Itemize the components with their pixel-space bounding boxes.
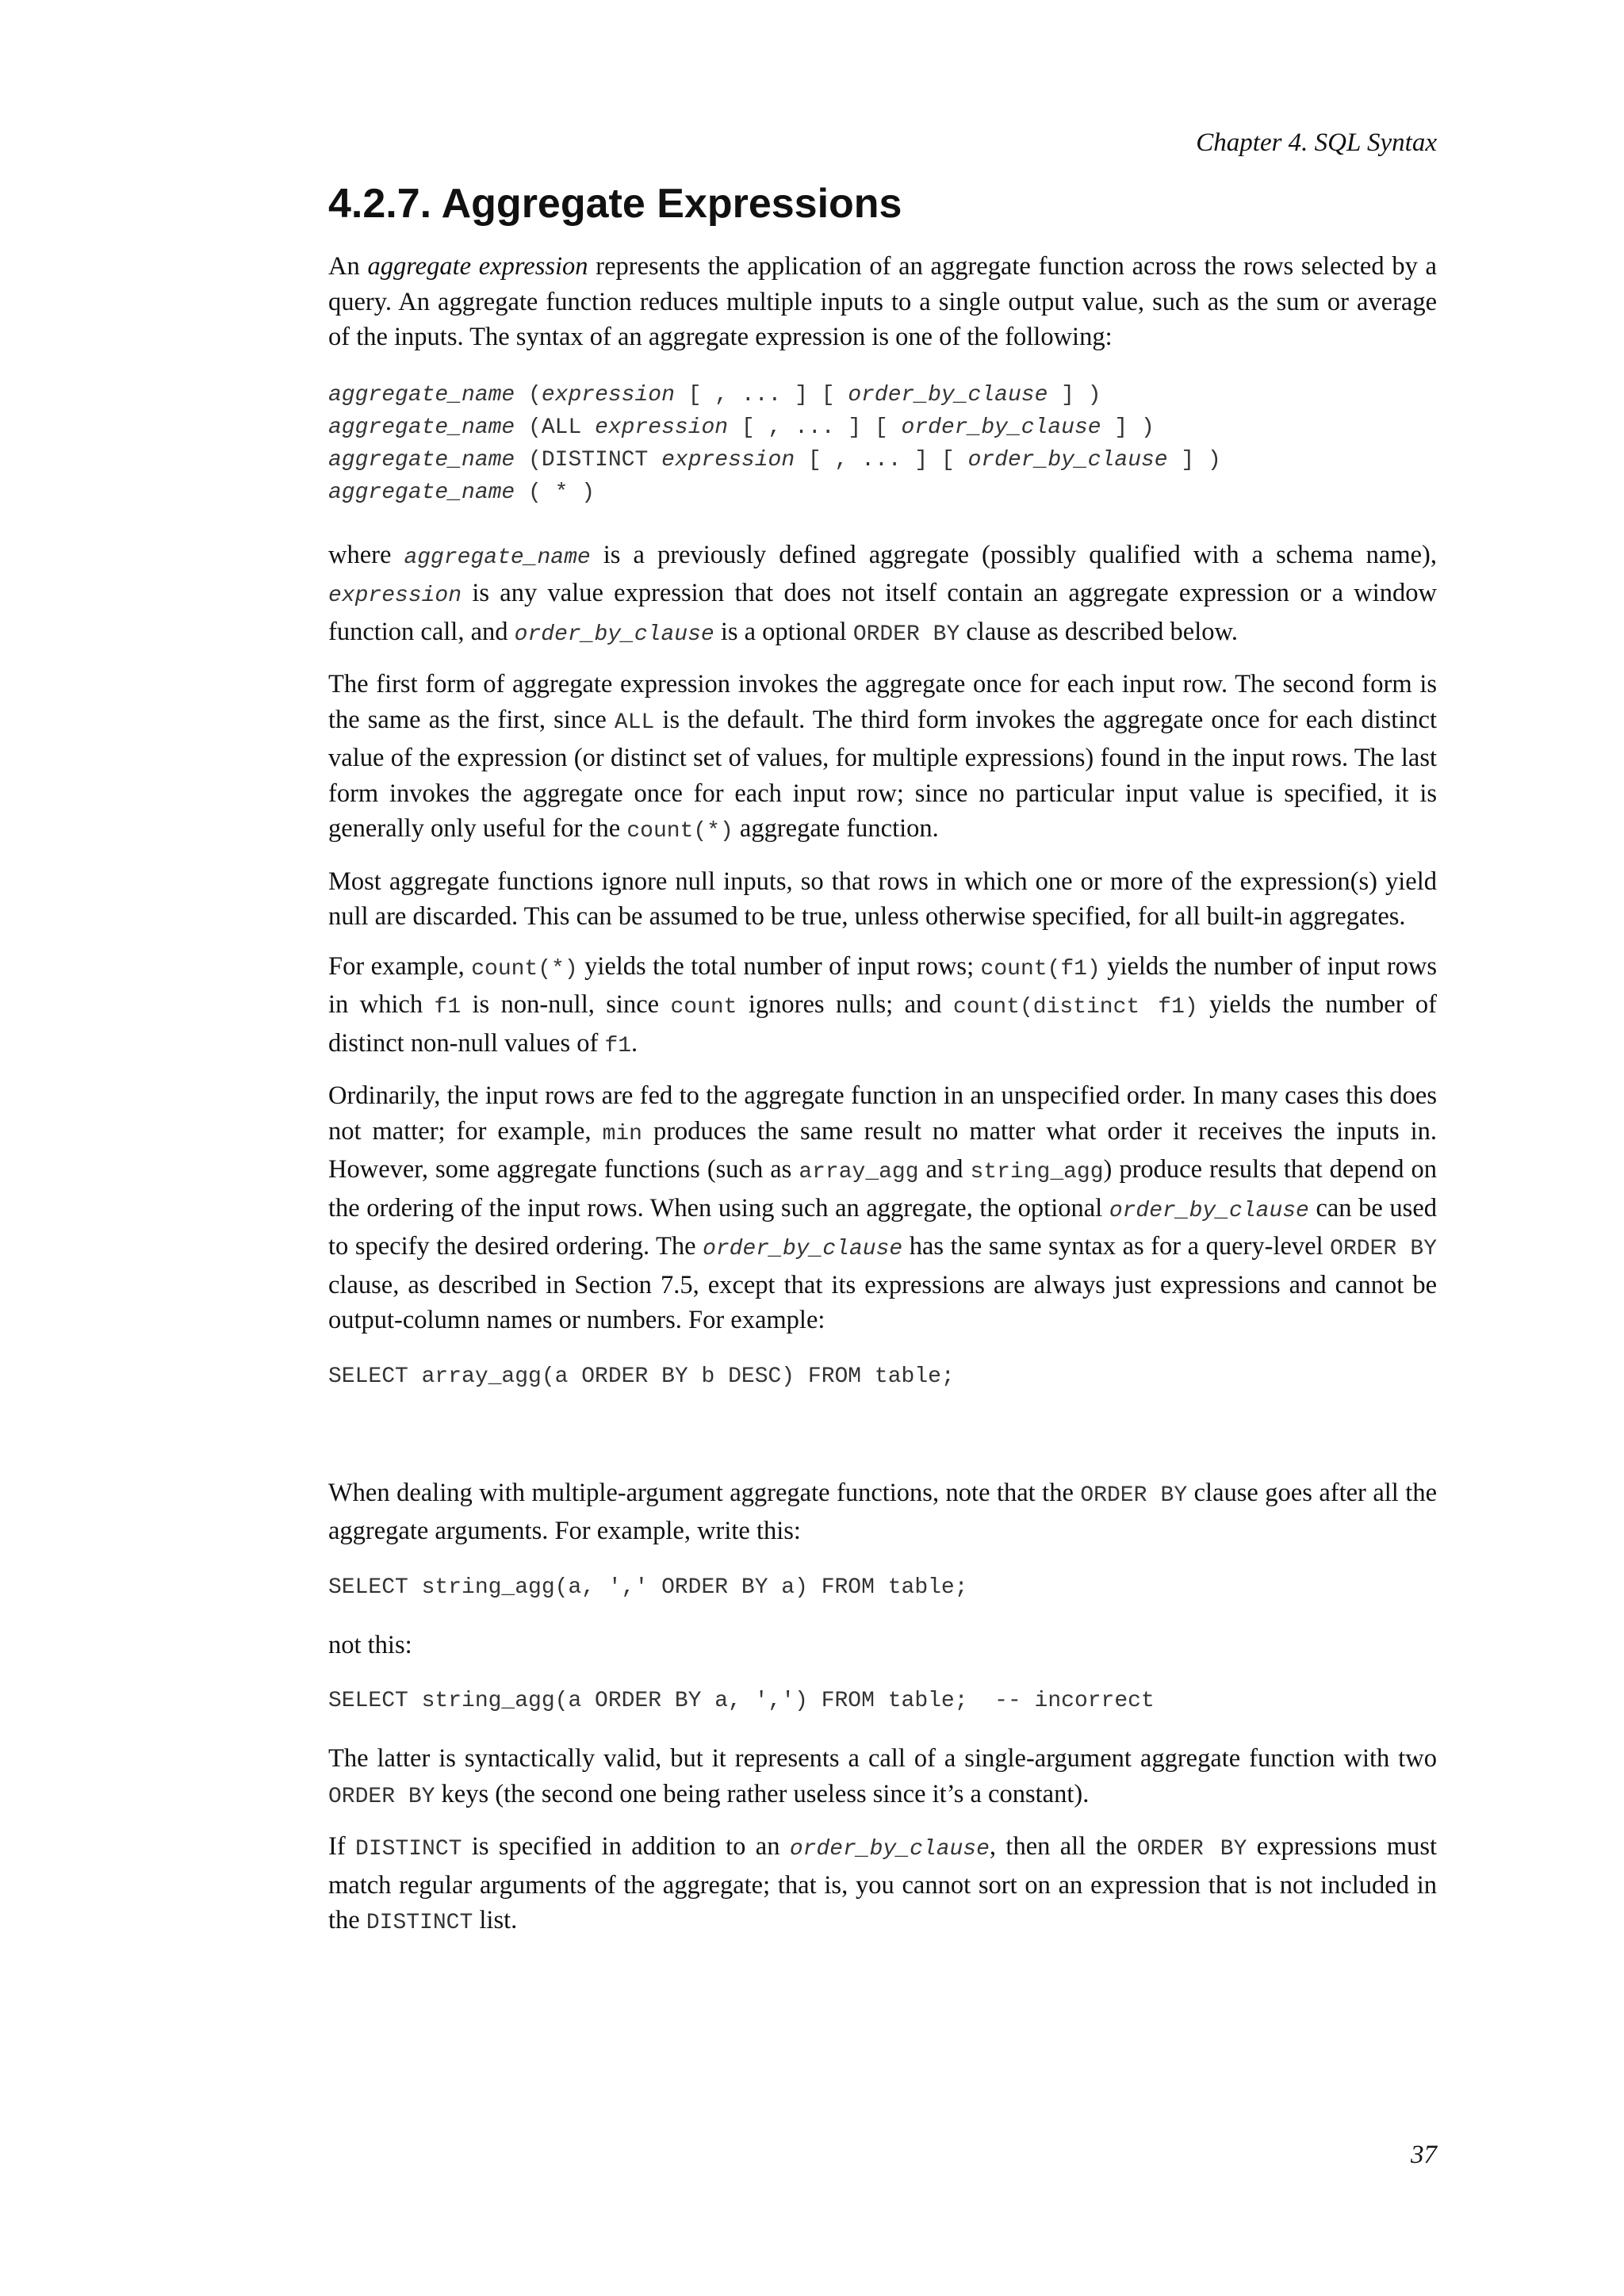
code-example-string-agg-incorrect: SELECT string_agg(a ORDER BY a, ',') FROM table; -- incorrect: [328, 1689, 1155, 1714]
paragraph-intro: An aggregate expression represents the application of an aggregate function across the rows selected by a query. An aggregate function reduces multiple inputs to a single output value, such as the sum or average of the inputs. The syntax of an aggregate expression is one of the following:: [328, 252, 1437, 352]
paragraph-distinct: If DISTINCT is specified in addition to an order_by_clause, then all the ORDER BY expressions must match regular arguments of the aggregate; that is, you cannot sort on an expression that is not included in the DISTINCT list.: [328, 1832, 1438, 1936]
paragraph-count-example: For example, count(*) yields the total number of input rows; count(f1) yields the number of input rows in which f1 is non-null, since count ignores nulls; and count(distinct f1) yields the number of distinct non-null values of f1.: [328, 951, 1438, 1058]
paragraph-not-this: not this:: [328, 1630, 412, 1659]
syntax-line: aggregate_name ( * ): [328, 480, 596, 505]
paragraph-ordering: Ordinarily, the input rows are fed to the aggregate function in an unspecified order. In many cases this does not matter; for example, min produces the same result no matter what order it receives the inputs in. However, some aggregate functions (such as array_agg and string_agg) produce results that depend on the ordering of the input rows. When using such an aggregate, the optional order_by_clause can be used to specify the desired ordering. The order_by_clause has the same syntax as for a query-level ORDER BY clause, as described in Section 7.5, except that its expressions are always just expressions and cannot be output-column names or numbers. For example:: [328, 1081, 1438, 1335]
page-number: 37: [1411, 2141, 1437, 2169]
code-example-array-agg: SELECT array_agg(a ORDER BY b DESC) FROM table;: [328, 1364, 955, 1389]
syntax-line: aggregate_name (ALL expression [ , ... ] [ order_by_clause ] ): [328, 415, 1155, 440]
code-example-string-agg-correct: SELECT string_agg(a, ',' ORDER BY a) FROM table;: [328, 1575, 968, 1600]
paragraph-where: where aggregate_name is a previously defined aggregate (possibly qualified with a schema name), expression is any value expression that does not itself contain an aggregate expression or a window function call, and order_by_clause is a optional ORDER BY clause as described below.: [328, 540, 1437, 647]
section-title: 4.2.7. Aggregate Expressions: [328, 181, 902, 227]
paragraph-nulls: Most aggregate functions ignore null inputs, so that rows in which one or more of the expression(s) yield null are discarded. This can be assumed to be true, unless otherwise specified, for all built-in aggregates.: [328, 867, 1437, 932]
running-header: Chapter 4. SQL Syntax: [1196, 128, 1437, 157]
syntax-line: aggregate_name (DISTINCT expression [ , ... ] [ order_by_clause ] ): [328, 447, 1221, 473]
paragraph-forms: The first form of aggregate expression invokes the aggregate once for each input row. The second form is the same as the first, since ALL is the default. The third form invokes the aggregate once for each distinct value of the expression (or distinct set of values, for multiple expressions) found in the input rows. The last form invokes the aggregate once for each input row; since no particular input value is specified, it is generally only useful for the count(*) aggregate function.: [328, 670, 1438, 844]
page-content: [328, 179, 1437, 1956]
paragraph-latter: The latter is syntactically valid, but it represents a call of a single-argument aggregate function with two ORDER BY keys (the second one being rather useless since it’s a constant).: [328, 1744, 1437, 1809]
syntax-block: [328, 379, 1437, 509]
paragraph-multi-arg: When dealing with multiple-argument aggregate functions, note that the ORDER BY clause goes after all the aggregate arguments. For example, write this:: [328, 1478, 1438, 1546]
term-aggregate-expression: aggregate expression: [367, 252, 588, 281]
syntax-line: aggregate_name (expression [ , ... ] [ order_by_clause ] ): [328, 382, 1101, 408]
